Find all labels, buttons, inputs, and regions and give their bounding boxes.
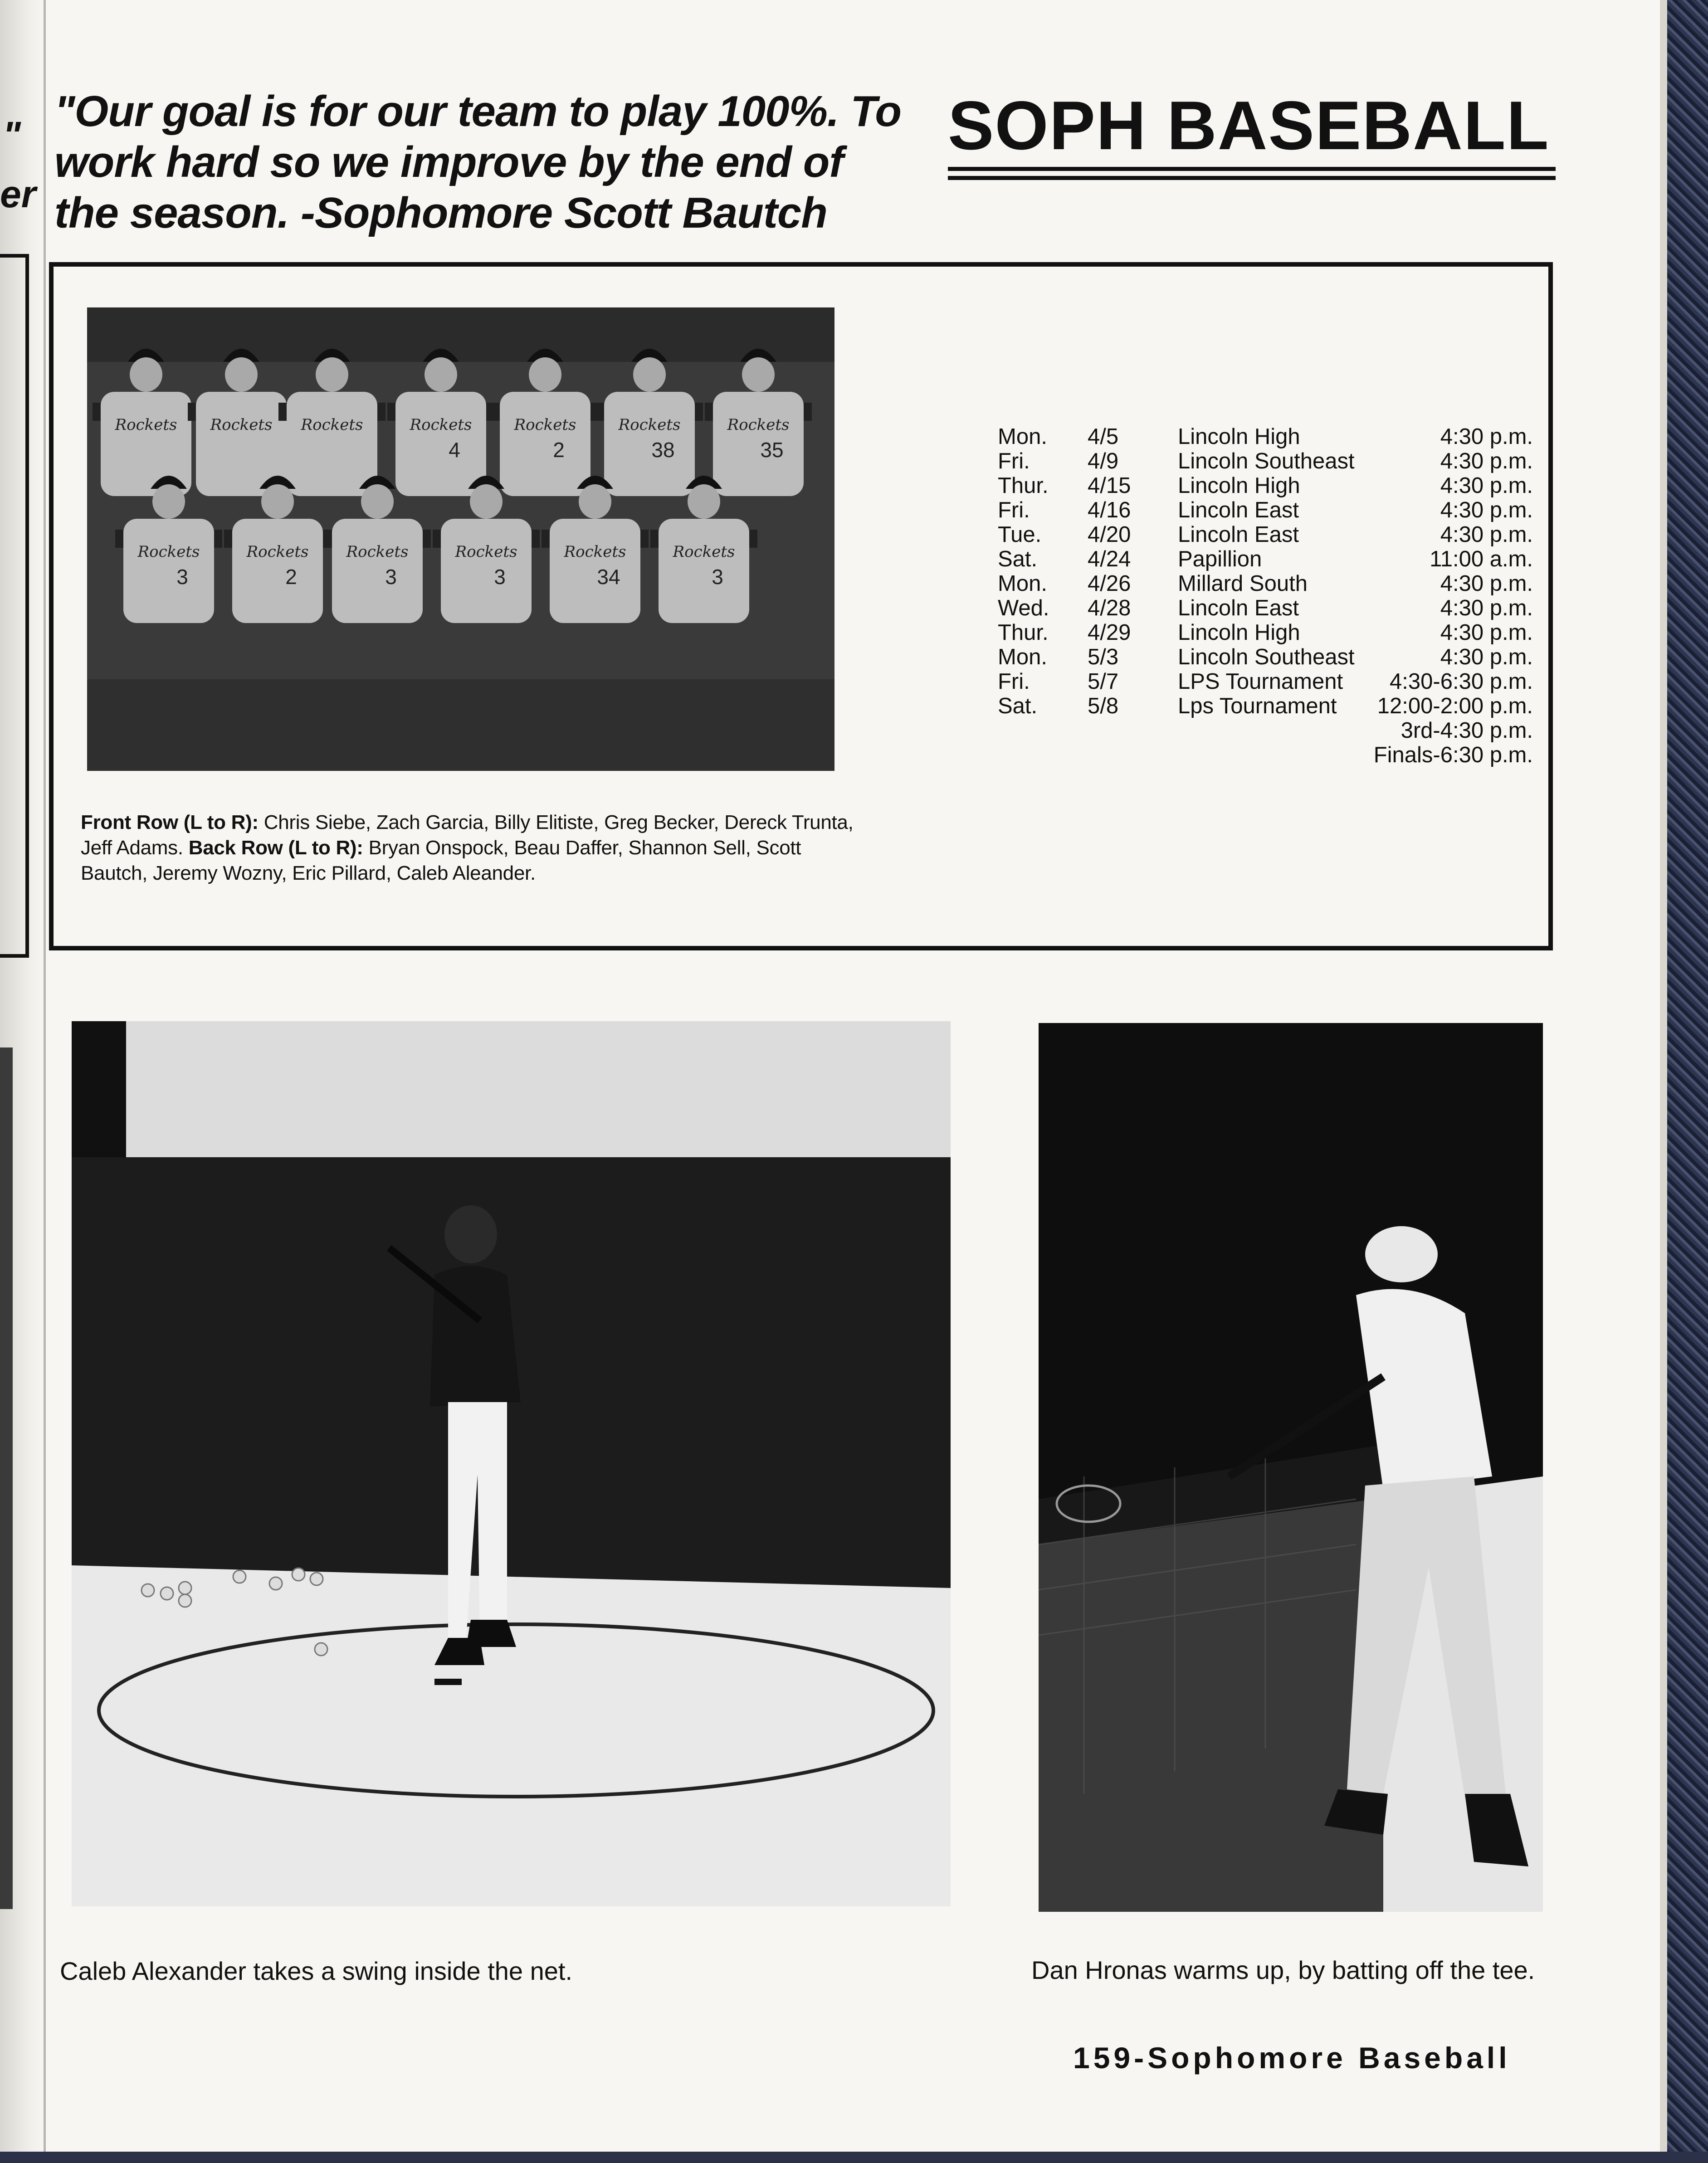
title-rule-bottom (948, 176, 1556, 180)
background-carpet-bottom (0, 2152, 1708, 2163)
jersey-script: Rockets (115, 416, 177, 434)
jersey-script: Rockets (410, 416, 472, 434)
schedule-day: Sat. (998, 694, 1038, 718)
schedule-day: Mon. (998, 571, 1047, 596)
schedule-time: 4:30 p.m. (1440, 522, 1533, 547)
schedule-day: Tue. (998, 522, 1042, 547)
jersey-number: 3 (712, 565, 723, 589)
schedule-time: 4:30 p.m. (1440, 571, 1533, 596)
batting-net-photo-image (72, 1021, 951, 1906)
schedule-opponent: Lincoln High (1178, 620, 1300, 645)
schedule-day: Mon. (998, 424, 1047, 449)
jersey-script: Rockets (137, 543, 200, 561)
batting-tee-photo-image (1039, 1023, 1543, 1912)
jersey-script: Rockets (346, 543, 409, 561)
schedule-day: Fri. (998, 498, 1030, 522)
schedule-date: 4/15 (1088, 473, 1131, 498)
page-title: SOPH BASEBALL (948, 87, 1550, 164)
schedule-row (998, 424, 1533, 449)
jersey-number: 4 (449, 438, 460, 462)
left-photo-caption: Caleb Alexander takes a swing inside the net. (60, 1957, 573, 1985)
back-row-names: Bryan Onspock, Beau Daffer, Shannon Sell, Scott Bautch, Jeremy Wozny, Eric Pillard, Caleb Aleander. (81, 837, 801, 884)
schedule-opponent: LPS Tournament (1178, 669, 1343, 694)
schedule-time: 3rd-4:30 p.m. (1401, 718, 1533, 743)
schedule-time: 4:30 p.m. (1440, 473, 1533, 498)
jersey-number: 3 (176, 565, 188, 589)
jersey-number: 35 (760, 438, 784, 462)
schedule-date: 4/5 (1088, 424, 1119, 449)
schedule-day: Fri. (998, 669, 1030, 694)
schedule-opponent: Lincoln High (1178, 424, 1300, 449)
page-edge (1660, 0, 1667, 2152)
background-carpet (1667, 0, 1708, 2163)
schedule-row (998, 694, 1533, 718)
schedule-opponent: Lincoln Southeast (1178, 449, 1355, 473)
schedule-row (998, 743, 1533, 767)
jersey-number: 2 (553, 438, 565, 462)
schedule-date: 5/3 (1088, 645, 1119, 669)
schedule-opponent: Lincoln High (1178, 473, 1300, 498)
game-schedule (998, 424, 1533, 767)
schedule-row (998, 522, 1533, 547)
batting-net-photo (72, 1021, 951, 1906)
pull-quote (54, 86, 916, 239)
schedule-date: 5/7 (1088, 669, 1119, 694)
schedule-day: Thur. (998, 473, 1049, 498)
schedule-time: 4:30 p.m. (1440, 596, 1533, 620)
schedule-date: 4/20 (1088, 522, 1131, 547)
schedule-time: 4:30 p.m. (1440, 449, 1533, 473)
jersey-script: Rockets (514, 416, 576, 434)
prev-page-fragment: er (0, 173, 36, 215)
schedule-time: 4:30-6:30 p.m. (1390, 669, 1533, 694)
title-rule-top (948, 167, 1556, 171)
schedule-time: 11:00 a.m. (1430, 547, 1533, 571)
schedule-day: Fri. (998, 449, 1030, 473)
schedule-time: 4:30 p.m. (1440, 498, 1533, 522)
page-number-footer: 159-Sophomore Baseball (1073, 2041, 1511, 2075)
schedule-time: Finals-6:30 p.m. (1373, 743, 1533, 767)
schedule-date: 4/28 (1088, 596, 1131, 620)
jersey-script: Rockets (564, 543, 626, 561)
schedule-row (998, 718, 1533, 743)
schedule-row (998, 620, 1533, 645)
jersey-script: Rockets (618, 416, 681, 434)
schedule-day: Sat. (998, 547, 1038, 571)
prev-page-frame (0, 254, 29, 958)
jersey-script: Rockets (727, 416, 790, 434)
jersey-number: 2 (285, 565, 297, 589)
right-photo-caption: Dan Hronas warms up, by batting off the tee. (1031, 1956, 1535, 1984)
jersey-script: Rockets (673, 543, 735, 561)
team-photo-image (87, 307, 834, 771)
schedule-time: 4:30 p.m. (1440, 645, 1533, 669)
schedule-row (998, 547, 1533, 571)
schedule-row (998, 473, 1533, 498)
jersey-number: 3 (494, 565, 506, 589)
batting-tee-photo (1039, 1023, 1543, 1912)
schedule-opponent: Lincoln East (1178, 596, 1299, 620)
team-photo-caption (81, 810, 861, 886)
prev-page-fragment: " (3, 114, 21, 156)
schedule-date: 4/16 (1088, 498, 1131, 522)
jersey-script: Rockets (301, 416, 363, 434)
schedule-date: 4/26 (1088, 571, 1131, 596)
schedule-date: 5/8 (1088, 694, 1119, 718)
schedule-time: 4:30 p.m. (1440, 620, 1533, 645)
schedule-row (998, 571, 1533, 596)
schedule-time: 4:30 p.m. (1440, 424, 1533, 449)
schedule-time: 12:00-2:00 p.m. (1377, 694, 1533, 718)
schedule-opponent: Papillion (1178, 547, 1262, 571)
back-row-label: Back Row (L to R): (188, 837, 363, 859)
schedule-opponent: Lincoln East (1178, 498, 1299, 522)
schedule-row (998, 596, 1533, 620)
schedule-row (998, 645, 1533, 669)
schedule-opponent: Lps Tournament (1178, 694, 1337, 718)
schedule-day: Wed. (998, 596, 1049, 620)
schedule-row (998, 498, 1533, 522)
team-photo (87, 307, 834, 771)
jersey-number: 34 (597, 565, 620, 589)
schedule-day: Thur. (998, 620, 1049, 645)
jersey-script: Rockets (455, 543, 517, 561)
jersey-script: Rockets (246, 543, 309, 561)
jersey-script: Rockets (210, 416, 273, 434)
jersey-number: 3 (385, 565, 397, 589)
schedule-opponent: Lincoln East (1178, 522, 1299, 547)
front-row-names: Chris Siebe, Zach Garcia, Billy Elitiste, Greg Becker, Dereck Trunta, Jeff Adams. (81, 811, 854, 859)
quote-line: work hard so we improve by the end of (54, 138, 844, 186)
schedule-row (998, 449, 1533, 473)
schedule-opponent: Lincoln Southeast (1178, 645, 1355, 669)
prev-page-photo-edge (0, 1047, 13, 1909)
front-row-label: Front Row (L to R): (81, 811, 259, 833)
quote-line: "Our goal is for our team to play 100%. To (54, 87, 901, 136)
gutter-line (44, 0, 46, 2152)
schedule-date: 4/9 (1088, 449, 1119, 473)
schedule-opponent: Millard South (1178, 571, 1308, 596)
schedule-day: Mon. (998, 645, 1047, 669)
jersey-number: 38 (651, 438, 675, 462)
schedule-date: 4/29 (1088, 620, 1131, 645)
schedule-row (998, 669, 1533, 694)
schedule-date: 4/24 (1088, 547, 1131, 571)
quote-line: the season. -Sophomore Scott Bautch (54, 189, 827, 237)
